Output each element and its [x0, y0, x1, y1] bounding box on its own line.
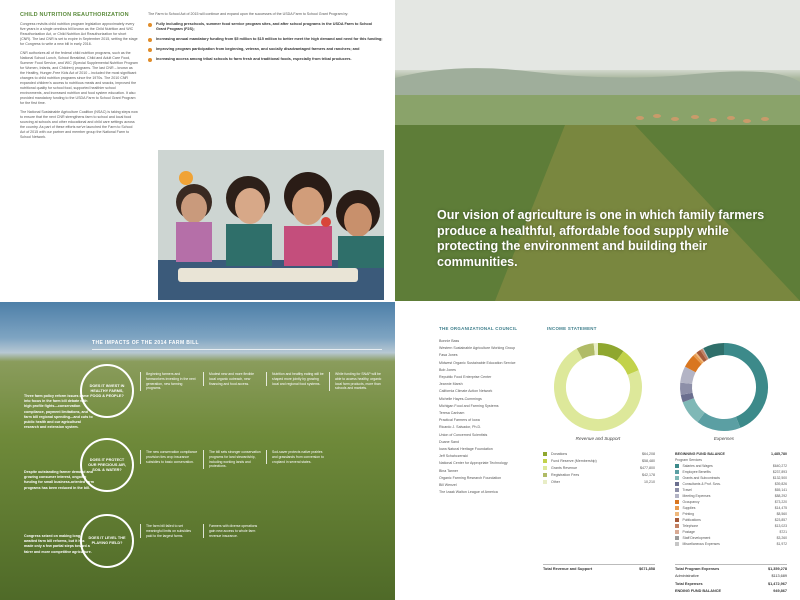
legend-swatch	[543, 452, 547, 456]
council-member: Bill Wenzel	[439, 483, 457, 488]
council-member: Practical Farmers of Iowa	[439, 418, 480, 423]
legend-swatch	[543, 466, 547, 470]
revenue-slice	[598, 349, 620, 356]
row-label: Meeting Expenses	[682, 494, 711, 498]
total-amount: $671,858	[639, 567, 655, 571]
impact-cell: Beginning farmers and farmworkers investing in the next generation, new farming programs.	[140, 372, 198, 391]
revenue-total-row	[543, 567, 655, 571]
council-member: National Center for Appropriate Technology	[439, 461, 508, 466]
total-amount: 949,867	[773, 589, 787, 593]
council-title: THE ORGANIZATIONAL COUNCIL	[439, 326, 518, 331]
bullet-dot-icon	[148, 48, 152, 52]
row-amount: $640,272	[772, 464, 787, 468]
row-amount: $14,475	[774, 506, 787, 510]
section-title: CHILD NUTRITION REAUTHORIZATION	[20, 12, 129, 18]
program-total-row	[675, 567, 787, 571]
total-amount: $1,472,967	[767, 582, 787, 586]
vision-quote: Our vision of agriculture is one in which family farmers produce a healthful, affordable food supply while protecting the environment and building their communities.	[437, 208, 765, 269]
legend-label: Other	[551, 479, 560, 484]
legend-swatch	[675, 494, 679, 498]
council-member: Michigan Food and Farming Systems	[439, 403, 499, 408]
legend-label: Grants Revenue	[551, 465, 578, 470]
row-label: Consultants & Prof. Svcs.	[682, 482, 721, 486]
bullet-text: Improving program participation from beginning, veteran, and socially disadvantaged farmers and ranchers; and	[156, 47, 360, 51]
row-amount: $39,826	[774, 482, 787, 486]
impacts-title: THE IMPACTS OF THE 2014 FARM BILL	[92, 340, 200, 346]
expense-slice	[706, 349, 724, 353]
impact-cell: Farmers with diverse operations gain new access to whole farm revenue insurance.	[203, 524, 261, 538]
title-divider	[92, 349, 382, 350]
impact-cell: The farm bill failed to set meaningful limits on subsidies paid to the largest farms.	[140, 524, 198, 538]
row-amount: $132,500	[772, 476, 787, 480]
photo-illustration	[158, 150, 384, 300]
expense-slice	[724, 349, 762, 422]
impact-intro-3: Congress seized on making long-awaited farm bill reforms, but it has made only a few partial steps toward a fairer and more competitive agriculture.	[24, 534, 92, 554]
row-amount: $3,260	[776, 536, 787, 540]
impact-cell: While funding for SNAP will be able to access healthy, organic local farm products, more than schools and markets.	[329, 372, 387, 391]
legend-item	[543, 464, 655, 471]
legend-swatch	[675, 464, 679, 468]
bullet-text: Fully including preschools, summer food service program sites, and after school programs in the USDA Farm to School Grant Program (F2S);	[156, 22, 373, 31]
row-label: Telephone	[682, 524, 699, 528]
row-label: Grants and Subcontracts	[682, 476, 721, 480]
row-label: Printing	[682, 512, 694, 516]
expense-slice	[686, 383, 687, 394]
impact-intro-1: Three farm policy reform issues came into focus in the farm bill debate with high profile fights—conservation compliance, payment limitations, and farm bill regional spending—and cuts to public health and our agricultural research and extension system.	[24, 394, 93, 430]
legend-swatch	[675, 500, 679, 504]
row-label: Miscellaneous Expenses	[682, 542, 720, 546]
legend-swatch	[675, 482, 679, 486]
row-amount: $113,689	[771, 574, 787, 578]
legend-swatch	[675, 488, 679, 492]
legend-swatch	[675, 506, 679, 510]
expense-slice	[701, 417, 738, 425]
council-member: Duane Sand	[439, 439, 459, 444]
impact-cell: Sod-saver protects native prairies and grasslands from conversion to cropland in several states.	[266, 450, 324, 464]
bullet-item	[148, 47, 383, 52]
legend-item	[543, 478, 655, 485]
expenses-table	[675, 452, 787, 547]
legend-label: Fund Reserve (Membership)	[551, 458, 597, 463]
legend-swatch	[675, 470, 679, 474]
legend-swatch	[675, 476, 679, 480]
council-member: Organic Farming Research Foundation	[439, 475, 502, 480]
council-member: The Izaak Walton League of America	[439, 490, 498, 495]
row-label: Salaries and Wages	[682, 464, 713, 468]
row-amount: $88,292	[774, 494, 787, 498]
impact-intro-2: Despite outstanding farmer demand and growing consumer interest, ongoing funding for small business-oriented farm programs has been reduced in the bill.	[24, 470, 94, 490]
photo-children-eating	[158, 150, 384, 300]
council-member: Bonnie Bass	[439, 339, 460, 343]
expense-slice	[703, 354, 705, 355]
bullet-item	[148, 57, 383, 62]
impact-question-circle: DOES IT PROTECT OUR PRECIOUS AIR, SOIL & WATER?	[80, 438, 134, 492]
bullet-item	[148, 37, 383, 42]
legend-amount: $477,800	[640, 465, 655, 470]
expense-slice	[686, 369, 690, 383]
paragraph: CNR authorizes all of the federal child nutrition programs, such as the National School Lunch, School Breakfast, Child and Adult Care Food, Summer Food Service, and WIC (Special Supplemental Nutrition Program for Women, Infants, and Children) programs. The last CNR – known as the Healthy, Hunger-Free Kids Act of 2010 – included the most significant changes to child nutrition programs since the 1970s. The 2010 CNR expanded children's access to nutritious meals and snacks, improved the nutritional quality for school food, supported healthier school environments, and increased nutrition and food system education. It also provided mandatory funding to the USDA Farm to School Grant Program for the first time.	[20, 51, 138, 105]
council-member: Jeff Schahczenski	[439, 454, 468, 459]
revenue-donut-chart	[553, 342, 643, 432]
expense-rows	[675, 463, 787, 547]
legend-swatch	[675, 536, 679, 540]
legend-swatch	[675, 542, 679, 546]
total-expenses-row	[675, 582, 787, 586]
paragraph: Congress revisits child nutrition program legislation approximately every five years in a single omnibus bill known as the Child Nutrition and WIC Reauthorization Act, or Child Nutrition Act Reauthorization for short (CNR). The last CNR is set to expire in September 2015, setting the stage for Congress to write a new bill in early 2016.	[20, 22, 138, 46]
expense-row	[675, 541, 787, 547]
revenue-caption: Revenue and Support	[575, 436, 621, 441]
council-member: Union of Concerned Scientists	[439, 432, 488, 437]
legend-item	[543, 471, 655, 478]
page-income-statement	[395, 302, 800, 600]
council-member: Western Sustainable Agriculture Working Group	[439, 346, 516, 351]
beginning-balance-row	[675, 452, 787, 456]
income-title: INCOME STATEMENT	[547, 326, 597, 331]
council-member: Bob Jones	[439, 367, 456, 372]
row-label: Travel	[682, 488, 692, 492]
row-label: Supplies	[682, 506, 696, 510]
expenses-donut-chart	[679, 342, 769, 432]
council-member: Bina Tanner	[439, 468, 459, 473]
row-label: Employee Benefits	[682, 470, 711, 474]
expenses-caption: Expenses	[713, 436, 735, 441]
row-label: Program Services	[675, 458, 702, 462]
council-member: Ricardo J. Salvador, Ph.D.	[439, 425, 482, 430]
page-child-nutrition	[0, 0, 395, 301]
row-amount: $721	[779, 530, 787, 534]
bullet-dot-icon	[148, 23, 152, 27]
council-member: Teresa Canham	[439, 411, 465, 416]
row-label: Postage	[682, 530, 695, 534]
ending-balance-row	[675, 589, 787, 593]
row-amount: $73,220	[774, 500, 787, 504]
legend-label: Donations	[551, 451, 568, 456]
expense-slice	[700, 355, 703, 357]
expense-slice	[697, 358, 699, 360]
council-member: Jeannie Marsh	[439, 382, 463, 387]
revenue-slice	[580, 349, 595, 354]
legend-swatch	[675, 518, 679, 522]
legend-amount: 10,210	[644, 479, 655, 484]
legend-amount: $64,208	[642, 451, 655, 456]
row-amount: $23,857	[774, 518, 787, 522]
page-vision-photo	[395, 0, 800, 301]
legend-swatch	[675, 512, 679, 516]
bullet-dot-icon	[148, 38, 152, 42]
impact-cell: The bill sets stronger conservation programs for land stewardship, including working lands and protections.	[203, 450, 261, 469]
admin-row	[675, 574, 787, 578]
page-farm-bill-impacts	[0, 302, 395, 600]
bullet-text: Increasing access among tribal schools to farm fresh and traditional foods, especially from tribal producers.	[156, 57, 352, 61]
column-left	[20, 12, 138, 144]
intro-paragraph: The Farm to School Act of 2015 will continue and expand upon the successes of the USDA Farm to School Grant Program by:	[148, 12, 349, 16]
row-amount: $237,893	[772, 470, 787, 474]
legend-swatch	[543, 480, 547, 484]
expense-slice	[699, 357, 700, 358]
impact-cell: Nutrition and healthy eating will be shaped more jointly by growing local and regional food systems.	[266, 372, 324, 386]
row-label: BEGINNING FUND BALANCE	[675, 452, 725, 456]
expense-slice	[687, 394, 689, 400]
council-member: Michelle Hayes-Cummings	[439, 396, 482, 401]
expense-slice	[690, 360, 697, 370]
row-label: Occupancy	[682, 500, 700, 504]
row-amount: $8,560	[776, 512, 787, 516]
legend-swatch	[675, 530, 679, 534]
legend-item	[543, 457, 655, 464]
council-member: Fasa Jones	[439, 353, 458, 358]
legend-swatch	[675, 524, 679, 528]
row-label: Publications	[682, 518, 701, 522]
bullet-text: Increasing annual mandatory funding from $5 million to $15 million to better meet the high demand and need for this funding;	[156, 37, 383, 41]
revenue-slice	[620, 356, 633, 373]
total-label: Total Revenue and Support	[543, 567, 593, 571]
bullet-item	[148, 22, 383, 32]
legend-label: Registration Fees	[551, 472, 580, 477]
divider	[543, 564, 655, 565]
revenue-legend	[543, 450, 655, 485]
impact-cell: Modest new and more flexible local organic outreach, new financing and food access.	[203, 372, 261, 386]
impact-question-circle: DOES IT LEVEL THE PLAYING FIELD?	[80, 514, 134, 568]
council-member: Iowa Natural Heritage Foundation	[439, 447, 493, 452]
impact-cell: The new conservation compliance provision ties crop insurance subsidies to basic conservation.	[140, 450, 198, 464]
row-amount: $65,141	[774, 488, 787, 492]
council-member: Midwest Organic Sustainable Education Service	[439, 360, 516, 365]
council-list	[439, 338, 539, 496]
legend-swatch	[543, 473, 547, 477]
total-amount: $1,359,278	[767, 567, 787, 571]
row-amount: 1,485,780	[771, 452, 787, 456]
legend-swatch	[543, 459, 547, 463]
impact-question-circle: DOES IT INVEST IN HEALTHY FARMS, FOOD & PEOPLE?	[80, 364, 134, 418]
legend-amount: $58,480	[642, 458, 655, 463]
divider	[675, 564, 787, 565]
council-member: Republic Food Enterprise Center	[439, 375, 492, 380]
row-amount: $13,023	[774, 524, 787, 528]
bullet-dot-icon	[148, 58, 152, 62]
total-label: ENDING FUND BALANCE	[675, 589, 721, 593]
legend-item	[543, 450, 655, 457]
legend-amount: $42,178	[642, 472, 655, 477]
paragraph: The National Sustainable Agriculture Coalition (NSAC) is taking steps now to ensure that the next CNR strengthens farm to school and local food sourcing at schools and other educational and child care settings across the country. As part of these efforts we've launched the Farm to School Act of 2015 with our partner and member group the National Farm to School Network.	[20, 110, 138, 139]
council-member: California Climate Action Network	[439, 389, 493, 394]
total-label: Total Expenses	[675, 582, 703, 586]
row-amount: $1,972	[776, 542, 787, 546]
expense-slice	[688, 400, 701, 417]
column-right	[148, 12, 383, 62]
total-label: Total Program Expenses	[675, 567, 720, 571]
row-label: Administrative	[675, 574, 699, 578]
row-label: Staff Development	[682, 536, 711, 540]
